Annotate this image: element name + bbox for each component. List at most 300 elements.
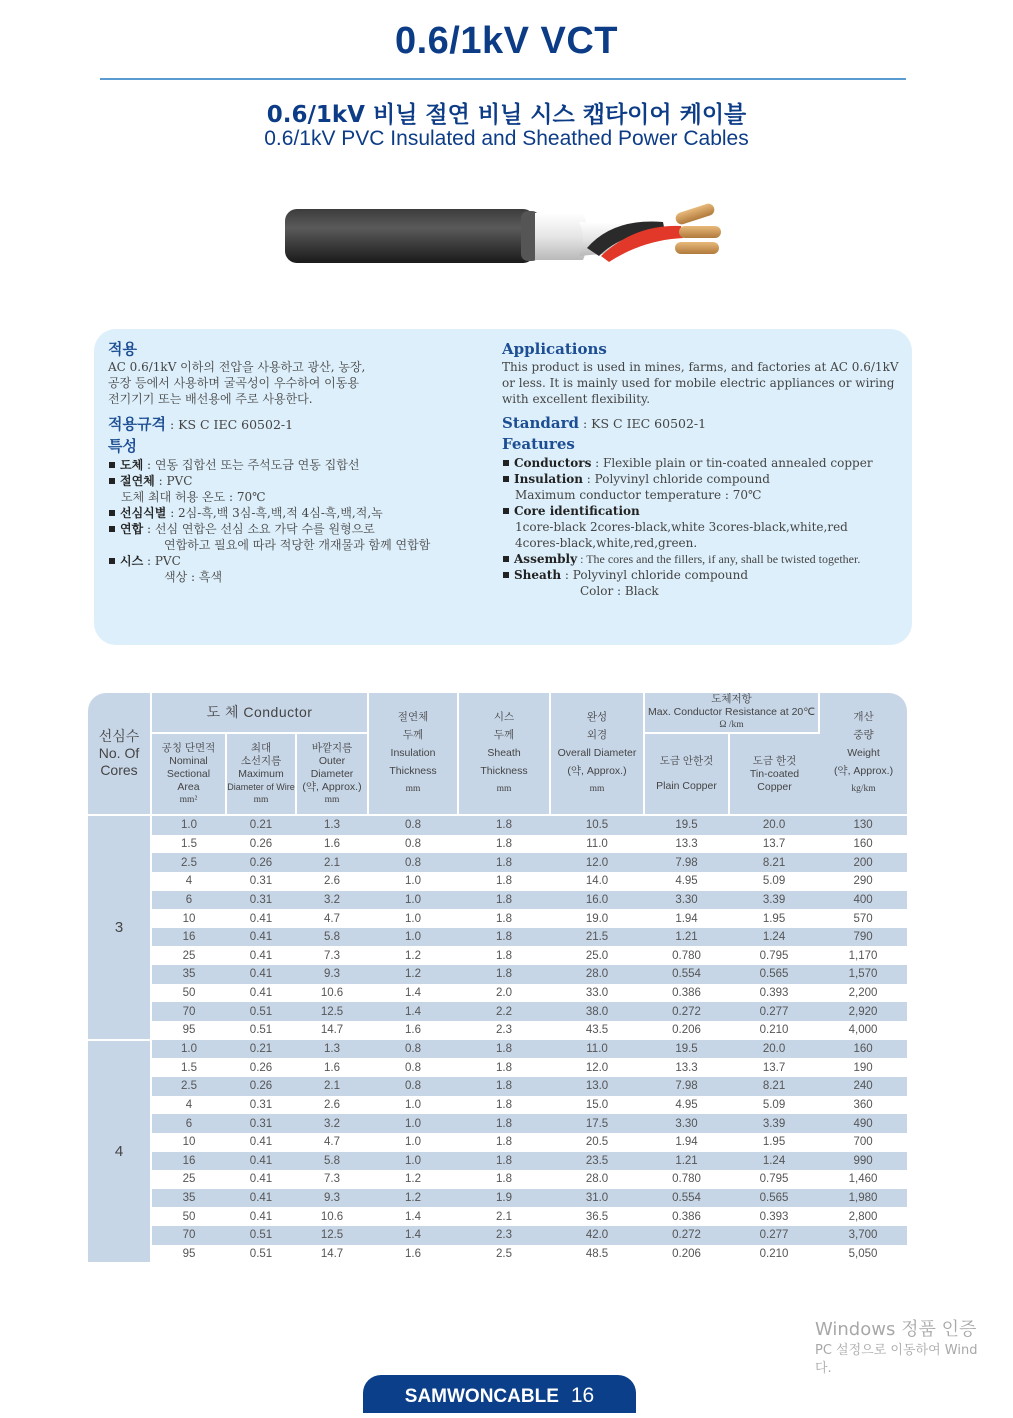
header-sheath: 시스 두께 Sheath Thickness mm — [458, 693, 550, 815]
standard-value-ko: : KS C IEC 60502-1 — [165, 417, 294, 432]
weight-cell: 4,000 — [848, 1024, 878, 1037]
sheath-thickness-cell: 1.8 — [496, 1098, 513, 1111]
header-resistance-group: 도체저항 Max. Conductor Resistance at 20℃ Ω /km — [644, 693, 819, 733]
outer-diameter-cell: 9.3 — [296, 965, 368, 984]
nominal-area-cell: 35 — [151, 965, 226, 984]
resistance-tin-cell: 13.7 — [762, 1061, 786, 1074]
resistance-plain-cell: 19.5 — [644, 815, 729, 835]
resistance-plain-cell: 0.206 — [672, 1248, 701, 1261]
weight-cell: 290 — [853, 875, 873, 888]
max-wire-diameter-cell: 0.41 — [249, 912, 273, 925]
weight-cell: 700 — [853, 1136, 873, 1149]
feature-coreid-ko: 선심식별 : 2심-흑,백 3심-흑,백,적 4심-흑,백,적,녹 — [108, 505, 488, 521]
outer-diameter-cell: 3.2 — [296, 891, 368, 910]
weight-cell: 200 — [819, 853, 907, 872]
table-row — [88, 965, 907, 984]
insulation-thickness-cell: 0.8 — [368, 1040, 458, 1059]
table-row — [88, 1207, 907, 1226]
feature-insulation-temp-ko: 도체 최대 허용 온도 : 70℃ — [121, 490, 266, 504]
resistance-tin-cell: 0.565 — [729, 1189, 819, 1208]
nominal-area-cell: 6 — [151, 1114, 226, 1133]
header-weight: 개산 중량 Weight (약, Approx.) kg/km — [819, 693, 907, 815]
applications-heading-en: Applications — [502, 340, 607, 358]
table-row — [88, 1077, 907, 1096]
max-wire-diameter-cell: 0.51 — [226, 1226, 296, 1245]
nominal-area-cell: 1.0 — [151, 1040, 226, 1059]
insulation-thickness-cell: 1.0 — [368, 928, 458, 947]
description-panel — [94, 329, 912, 645]
insulation-thickness-cell: 1.4 — [368, 1226, 458, 1245]
insulation-thickness-cell: 1.2 — [368, 1189, 458, 1208]
table-row — [88, 1096, 907, 1115]
overall-diameter-cell: 25.0 — [585, 949, 609, 962]
weight-cell: 2,800 — [848, 1210, 878, 1223]
weight-cell: 5,050 — [848, 1248, 878, 1261]
nominal-area-cell: 95 — [182, 1248, 196, 1261]
max-wire-diameter-cell: 0.21 — [226, 815, 296, 835]
resistance-plain-cell: 0.386 — [672, 987, 701, 1000]
title-divider — [100, 78, 906, 80]
resistance-tin-cell: 0.210 — [759, 1248, 789, 1261]
bullet-icon — [503, 556, 509, 562]
max-wire-diameter-cell: 0.26 — [226, 853, 296, 872]
max-wire-diameter-cell: 0.31 — [249, 1098, 273, 1111]
features-heading-ko: 특성 — [108, 437, 137, 455]
weight-cell: 160 — [819, 1040, 907, 1059]
overall-diameter-cell: 14.0 — [585, 875, 609, 888]
overall-diameter-cell: 38.0 — [550, 1002, 644, 1021]
overall-diameter-cell: 11.0 — [586, 837, 608, 850]
resistance-tin-cell: 20.0 — [729, 815, 819, 835]
applications-text-ko: AC 0.6/1kV 이하의 전압을 사용하고 광산, 농장, — [108, 360, 366, 374]
bullet-icon — [503, 508, 509, 514]
standard-value-en: : KS C IEC 60502-1 — [579, 416, 707, 431]
weight-cell: 1,570 — [819, 965, 907, 984]
resistance-plain-cell: 19.5 — [644, 1040, 729, 1059]
outer-diameter-cell: 5.8 — [296, 1152, 368, 1171]
resistance-tin-cell: 0.277 — [729, 1226, 819, 1245]
resistance-plain-cell: 0.554 — [644, 1189, 729, 1208]
resistance-tin-cell: 1.95 — [762, 1136, 786, 1149]
page-title: 0.6/1kV VCT — [394, 20, 619, 62]
feature-sheath-ko: 시스 : PVC — [108, 553, 488, 569]
insulation-thickness-cell: 0.8 — [405, 1061, 422, 1074]
resistance-plain-cell: 13.3 — [675, 1061, 698, 1074]
outer-diameter-cell: 1.6 — [324, 1061, 340, 1074]
feature-conductors-en: Conductors : Flexible plain or tin-coated annealed copper — [502, 455, 912, 471]
max-wire-diameter-cell: 0.41 — [249, 949, 273, 962]
resistance-tin-cell: 20.0 — [729, 1040, 819, 1059]
overall-diameter-cell: 43.5 — [585, 1024, 609, 1037]
max-wire-diameter-cell: 0.41 — [249, 1136, 273, 1149]
resistance-plain-cell: 0.272 — [644, 1226, 729, 1245]
nominal-area-cell: 50 — [182, 987, 196, 1000]
weight-cell: 790 — [819, 928, 907, 947]
max-wire-diameter-cell: 0.51 — [226, 1002, 296, 1021]
overall-diameter-cell: 36.5 — [585, 1210, 609, 1223]
sheath-thickness-cell: 1.8 — [458, 853, 550, 872]
subtitle-english: 0.6/1kV PVC Insulated and Sheathed Power Cables — [264, 127, 749, 150]
table-row — [88, 946, 907, 965]
features-list-ko — [108, 457, 488, 585]
bullet-icon — [503, 476, 509, 482]
insulation-thickness-cell: 0.8 — [405, 837, 422, 850]
max-wire-diameter-cell: 0.31 — [226, 1114, 296, 1133]
max-wire-diameter-cell: 0.31 — [226, 891, 296, 910]
insulation-thickness-cell: 1.4 — [405, 1210, 422, 1223]
resistance-tin-cell: 13.7 — [762, 837, 786, 850]
table-row — [88, 909, 907, 928]
resistance-tin-cell: 0.795 — [759, 949, 789, 962]
weight-cell: 2,200 — [848, 987, 878, 1000]
max-wire-diameter-cell: 0.41 — [249, 1173, 273, 1186]
weight-cell: 400 — [819, 891, 907, 910]
header-nominal-area: 공칭 단면적 Nominal Sectional Area mm² — [151, 733, 226, 815]
resistance-plain-cell: 4.95 — [675, 875, 698, 888]
feature-insulation-en: Insulation : Polyvinyl chloride compound — [502, 471, 912, 487]
overall-diameter-cell: 42.0 — [550, 1226, 644, 1245]
resistance-plain-cell: 3.30 — [644, 1114, 729, 1133]
resistance-plain-cell: 1.21 — [644, 1152, 729, 1171]
max-wire-diameter-cell: 0.26 — [226, 1077, 296, 1096]
insulation-thickness-cell: 1.0 — [405, 1136, 422, 1149]
nominal-area-cell: 10 — [182, 1136, 196, 1149]
outer-diameter-cell: 7.3 — [324, 949, 340, 962]
nominal-area-cell: 70 — [151, 1226, 226, 1245]
insulation-thickness-cell: 1.0 — [405, 912, 422, 925]
sheath-thickness-cell: 2.2 — [458, 1002, 550, 1021]
max-wire-diameter-cell: 0.41 — [226, 965, 296, 984]
table-row — [88, 835, 907, 854]
feature-insulation-ko: 절연체 : PVC — [108, 473, 488, 489]
footer-brand: SAMWONCABLE — [404, 1386, 559, 1407]
feature-assembly-en: Assembly : The cores and the fillers, if any, shall be twisted together. — [502, 551, 912, 567]
nominal-area-cell: 35 — [151, 1189, 226, 1208]
feature-assembly-cont-ko: 연합하고 필요에 따라 적당한 개재물과 함께 연합함 — [164, 538, 431, 552]
nominal-area-cell: 1.0 — [151, 815, 226, 835]
weight-cell: 1,460 — [848, 1173, 878, 1186]
subtitle-korean: 0.6/1kV 비닐 절연 비닐 시스 캡타이어 케이블 — [266, 102, 747, 128]
outer-diameter-cell: 2.1 — [296, 1077, 368, 1096]
insulation-thickness-cell: 1.2 — [405, 949, 422, 962]
sheath-thickness-cell: 1.8 — [458, 1152, 550, 1171]
bullet-icon — [109, 462, 115, 468]
table-row — [88, 1152, 907, 1171]
bullet-icon — [109, 558, 115, 564]
resistance-plain-cell: 1.94 — [675, 912, 698, 925]
applications-text-en: with excellent flexibility. — [502, 392, 651, 406]
sheath-thickness-cell: 1.8 — [458, 965, 550, 984]
header-overall-diameter: 완성 외경 Overall Diameter (약, Approx.) mm — [550, 693, 644, 815]
table-row — [88, 1226, 907, 1245]
spec-table-body — [88, 815, 907, 1263]
korean-description — [108, 339, 488, 585]
overall-diameter-cell: 20.5 — [585, 1136, 609, 1149]
resistance-tin-cell: 1.24 — [729, 928, 819, 947]
sheath-thickness-cell: 2.3 — [496, 1024, 513, 1037]
resistance-plain-cell: 7.98 — [644, 853, 729, 872]
overall-diameter-cell: 31.0 — [550, 1189, 644, 1208]
overall-diameter-cell: 10.5 — [550, 815, 644, 835]
feature-assembly-ko: 연합 : 선심 연합은 선심 소요 가닥 수를 원형으로 — [108, 521, 488, 537]
overall-diameter-cell: 17.5 — [550, 1114, 644, 1133]
nominal-area-cell: 4 — [185, 875, 193, 888]
weight-cell: 1,980 — [819, 1189, 907, 1208]
cable-illustration-icon — [283, 200, 733, 270]
resistance-plain-cell: 1.21 — [644, 928, 729, 947]
outer-diameter-cell: 1.3 — [296, 1040, 368, 1059]
sheath-thickness-cell: 1.8 — [496, 837, 513, 850]
resistance-tin-cell: 0.565 — [729, 965, 819, 984]
sheath-thickness-cell: 1.8 — [458, 1114, 550, 1133]
sheath-thickness-cell: 1.8 — [458, 928, 550, 947]
weight-cell: 160 — [853, 837, 873, 850]
sheath-thickness-cell: 2.0 — [496, 987, 513, 1000]
max-wire-diameter-cell: 0.51 — [249, 1248, 273, 1261]
outer-diameter-cell: 4.7 — [324, 1136, 340, 1149]
resistance-plain-cell: 4.95 — [675, 1098, 698, 1111]
overall-diameter-cell: 15.0 — [585, 1098, 609, 1111]
resistance-tin-cell: 5.09 — [762, 875, 786, 888]
insulation-thickness-cell: 1.2 — [368, 965, 458, 984]
resistance-plain-cell: 0.206 — [672, 1024, 701, 1037]
max-wire-diameter-cell: 0.26 — [249, 837, 273, 850]
weight-cell: 130 — [819, 815, 907, 835]
feature-sheath-color-en: Color : Black — [580, 584, 659, 598]
max-wire-diameter-cell: 0.31 — [249, 875, 273, 888]
table-row — [88, 1040, 907, 1059]
header-insulation: 절연체 두께 Insulation Thickness mm — [368, 693, 458, 815]
bullet-icon — [503, 572, 509, 578]
header-outer-diameter: 바깥지름 Outer Diameter (약, Approx.) mm — [296, 733, 368, 815]
insulation-thickness-cell: 1.6 — [405, 1024, 422, 1037]
cores-cell: 4 — [88, 1040, 151, 1264]
resistance-tin-cell: 8.21 — [729, 1077, 819, 1096]
feature-sheath-color-ko: 색상 : 흑색 — [164, 570, 223, 584]
weight-cell: 190 — [853, 1061, 873, 1074]
resistance-tin-cell: 3.39 — [729, 1114, 819, 1133]
resistance-tin-cell: 1.24 — [729, 1152, 819, 1171]
overall-diameter-cell: 33.0 — [585, 987, 609, 1000]
standard-en — [502, 413, 912, 432]
overall-diameter-cell: 13.0 — [550, 1077, 644, 1096]
overall-diameter-cell: 12.0 — [585, 1061, 609, 1074]
overall-diameter-cell: 11.0 — [550, 1040, 644, 1059]
bullet-icon — [109, 510, 115, 516]
sheath-thickness-cell: 1.8 — [496, 1173, 513, 1186]
nominal-area-cell: 4 — [185, 1098, 193, 1111]
sheath-thickness-cell: 1.8 — [496, 875, 513, 888]
insulation-thickness-cell: 1.2 — [405, 1173, 422, 1186]
resistance-tin-cell: 0.795 — [759, 1173, 789, 1186]
resistance-tin-cell: 0.393 — [759, 1210, 789, 1223]
overall-diameter-cell: 16.0 — [550, 891, 644, 910]
features-list-en — [502, 455, 912, 599]
outer-diameter-cell: 1.3 — [296, 815, 368, 835]
max-wire-diameter-cell: 0.41 — [249, 987, 273, 1000]
english-description — [502, 339, 912, 599]
header-plain-copper: 도금 안한것 Plain Copper — [644, 733, 729, 815]
outer-diameter-cell: 7.3 — [324, 1173, 340, 1186]
max-wire-diameter-cell: 0.41 — [226, 1189, 296, 1208]
table-row — [88, 1114, 907, 1133]
max-wire-diameter-cell: 0.41 — [226, 1152, 296, 1171]
table-row — [88, 815, 907, 835]
sheath-thickness-cell: 1.8 — [496, 1061, 513, 1074]
weight-cell: 490 — [819, 1114, 907, 1133]
overall-diameter-cell: 12.0 — [550, 853, 644, 872]
sheath-thickness-cell: 1.8 — [458, 1040, 550, 1059]
outer-diameter-cell: 12.5 — [296, 1002, 368, 1021]
weight-cell: 2,920 — [819, 1002, 907, 1021]
header-max-wire-diameter: 최대 소선지름 Maximum Diameter of Wire mm — [226, 733, 296, 815]
insulation-thickness-cell: 1.4 — [368, 1002, 458, 1021]
overall-diameter-cell: 48.5 — [585, 1248, 609, 1261]
table-row — [88, 1245, 907, 1264]
resistance-plain-cell: 0.386 — [672, 1210, 701, 1223]
nominal-area-cell: 2.5 — [151, 1077, 226, 1096]
feature-sheath-en: Sheath : Polyvinyl chloride compound — [502, 567, 912, 583]
nominal-area-cell: 95 — [182, 1024, 196, 1037]
resistance-plain-cell: 3.30 — [644, 891, 729, 910]
watermark-line1: Windows 정품 인증 — [815, 1319, 977, 1340]
outer-diameter-cell: 10.6 — [320, 987, 344, 1000]
sheath-thickness-cell: 2.1 — [496, 1210, 513, 1223]
header-conductor-group: 도 체 Conductor — [151, 693, 368, 733]
resistance-plain-cell: 7.98 — [644, 1077, 729, 1096]
windows-activation-watermark — [815, 1318, 977, 1378]
resistance-tin-cell: 5.09 — [762, 1098, 786, 1111]
nominal-area-cell: 10 — [182, 912, 196, 925]
resistance-tin-cell: 8.21 — [729, 853, 819, 872]
resistance-tin-cell: 0.210 — [759, 1024, 789, 1037]
footer-page-tab — [363, 1375, 636, 1413]
sheath-thickness-cell: 1.8 — [458, 815, 550, 835]
sheath-thickness-cell: 1.8 — [496, 949, 513, 962]
nominal-area-cell: 1.5 — [181, 837, 197, 850]
applications-text-en: or less. It is mainly used for mobile electric appliances or wiring — [502, 376, 895, 390]
spec-table — [88, 693, 907, 1264]
table-row — [88, 1002, 907, 1021]
watermark-line2: PC 설정으로 이동하여 Wind — [815, 1343, 978, 1358]
max-wire-diameter-cell: 0.26 — [249, 1061, 273, 1074]
insulation-thickness-cell: 0.8 — [368, 853, 458, 872]
header-tin-coated-copper: 도금 한것 Tin-coated Copper — [729, 733, 819, 815]
resistance-tin-cell: 0.277 — [729, 1002, 819, 1021]
features-heading-en: Features — [502, 435, 575, 453]
nominal-area-cell: 1.5 — [181, 1061, 197, 1074]
feature-coreid-line2-en: 4cores-black,white,red,green. — [515, 536, 698, 550]
max-wire-diameter-cell: 0.21 — [226, 1040, 296, 1059]
max-wire-diameter-cell: 0.41 — [226, 928, 296, 947]
resistance-plain-cell: 0.780 — [672, 949, 701, 962]
insulation-thickness-cell: 1.6 — [405, 1248, 422, 1261]
max-wire-diameter-cell: 0.41 — [249, 1210, 273, 1223]
weight-cell: 990 — [819, 1152, 907, 1171]
overall-diameter-cell: 23.5 — [550, 1152, 644, 1171]
feature-coreid-en: Core identification — [502, 503, 912, 519]
feature-insulation-temp-en: Maximum conductor temperature : 70℃ — [515, 488, 762, 502]
table-row — [88, 1133, 907, 1152]
outer-diameter-cell: 10.6 — [320, 1210, 344, 1223]
table-row — [88, 1021, 907, 1040]
feature-conductor-ko: 도체 : 연동 집합선 또는 주석도금 연동 집합선 — [108, 457, 488, 473]
nominal-area-cell: 70 — [151, 1002, 226, 1021]
insulation-thickness-cell: 1.0 — [368, 891, 458, 910]
resistance-tin-cell: 3.39 — [729, 891, 819, 910]
applications-text-en: This product is used in mines, farms, and factories at AC 0.6/1kV — [502, 360, 899, 374]
standard-label-ko: 적용규격 — [108, 415, 166, 433]
sheath-thickness-cell: 1.8 — [496, 1136, 513, 1149]
insulation-thickness-cell: 1.0 — [405, 1098, 422, 1111]
overall-diameter-cell: 28.0 — [585, 1173, 609, 1186]
insulation-thickness-cell: 0.8 — [368, 1077, 458, 1096]
table-row — [88, 1189, 907, 1208]
nominal-area-cell: 6 — [151, 891, 226, 910]
insulation-thickness-cell: 1.4 — [405, 987, 422, 1000]
overall-diameter-cell: 21.5 — [550, 928, 644, 947]
insulation-thickness-cell: 1.0 — [368, 1114, 458, 1133]
outer-diameter-cell: 3.2 — [296, 1114, 368, 1133]
outer-diameter-cell: 1.6 — [324, 837, 340, 850]
applications-text-ko: 전기기기 또는 배선용에 주로 사용한다. — [108, 392, 313, 406]
overall-diameter-cell: 28.0 — [550, 965, 644, 984]
resistance-plain-cell: 13.3 — [675, 837, 698, 850]
insulation-thickness-cell: 1.0 — [368, 1152, 458, 1171]
bullet-icon — [109, 526, 115, 532]
applications-text-ko: 공장 등에서 사용하며 굴곡성이 우수하여 이동용 — [108, 376, 359, 390]
outer-diameter-cell: 14.7 — [320, 1024, 344, 1037]
weight-cell: 3,700 — [819, 1226, 907, 1245]
outer-diameter-cell: 4.7 — [324, 912, 340, 925]
sheath-thickness-cell: 1.9 — [458, 1189, 550, 1208]
outer-diameter-cell: 9.3 — [296, 1189, 368, 1208]
page-number: 16 — [570, 1384, 595, 1407]
resistance-tin-cell: 0.393 — [759, 987, 789, 1000]
max-wire-diameter-cell: 0.51 — [249, 1024, 273, 1037]
sheath-thickness-cell: 2.5 — [496, 1248, 513, 1261]
table-row — [88, 872, 907, 891]
sheath-thickness-cell: 1.8 — [496, 912, 513, 925]
outer-diameter-cell: 2.6 — [324, 875, 340, 888]
bullet-icon — [503, 460, 509, 466]
outer-diameter-cell: 12.5 — [296, 1226, 368, 1245]
overall-diameter-cell: 19.0 — [585, 912, 609, 925]
insulation-thickness-cell: 1.0 — [405, 875, 422, 888]
weight-cell: 360 — [853, 1098, 873, 1111]
watermark-line3: 다. — [815, 1361, 832, 1376]
standard-label-en: Standard — [502, 414, 579, 432]
resistance-tin-cell: 1.95 — [762, 912, 786, 925]
weight-cell: 1,170 — [848, 949, 878, 962]
nominal-area-cell: 50 — [182, 1210, 196, 1223]
outer-diameter-cell: 14.7 — [320, 1248, 344, 1261]
cores-cell: 3 — [88, 815, 151, 1040]
bullet-icon — [109, 478, 115, 484]
header-cores: 선심수 No. Of Cores — [88, 693, 151, 815]
resistance-plain-cell: 0.272 — [644, 1002, 729, 1021]
nominal-area-cell: 25 — [182, 949, 196, 962]
applications-heading-ko: 적용 — [108, 340, 137, 358]
resistance-plain-cell: 0.780 — [672, 1173, 701, 1186]
insulation-thickness-cell: 0.8 — [368, 815, 458, 835]
sheath-thickness-cell: 1.8 — [458, 1077, 550, 1096]
nominal-area-cell: 25 — [182, 1173, 196, 1186]
table-row — [88, 928, 907, 947]
resistance-plain-cell: 1.94 — [675, 1136, 698, 1149]
table-row — [88, 984, 907, 1003]
outer-diameter-cell: 2.6 — [324, 1098, 340, 1111]
